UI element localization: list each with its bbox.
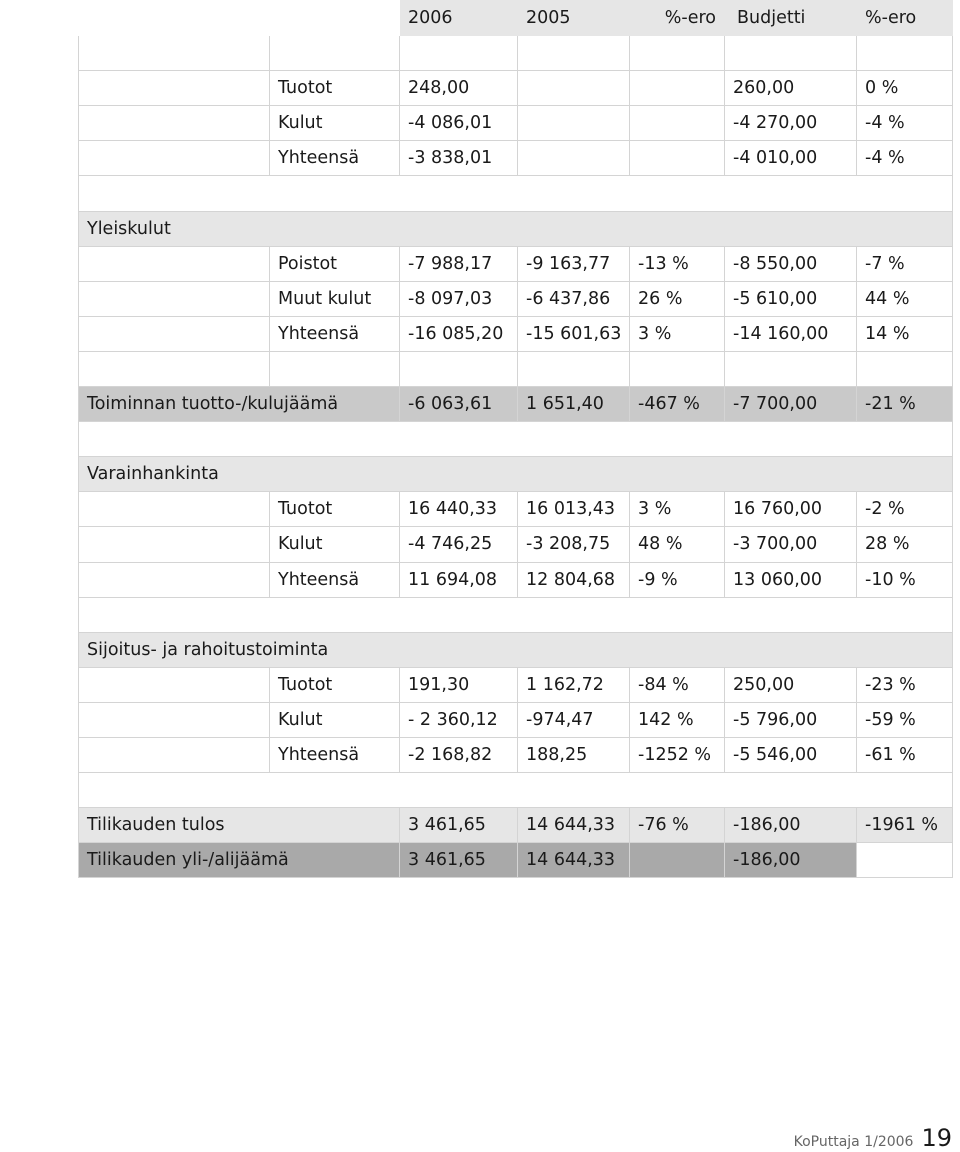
- col-header-2005: 2005: [518, 1, 630, 36]
- table-row: Muut kulut -8 097,03 -6 437,86 26 % -5 610,00 44 %: [79, 281, 953, 316]
- total-label: Tilikauden tulos: [79, 808, 400, 843]
- publication-name: KoPuttaja 1/2006: [793, 1134, 914, 1150]
- row-label: Poistot: [270, 246, 400, 281]
- row-label: Yhteensä: [270, 737, 400, 772]
- table-row: Kulut -4 086,01 -4 270,00 -4 %: [79, 106, 953, 141]
- section-header-row: [79, 211, 953, 246]
- subtotal-label: Toiminnan tuotto-/kulujäämä: [79, 387, 400, 422]
- total-row: Tilikauden yli-/alijäämä 3 461,65 14 644,33 -186,00: [79, 843, 953, 878]
- section-header-row: [79, 632, 953, 667]
- table-row: Tuotot 248,00 260,00 0 %: [79, 71, 953, 106]
- row-label: Yhteensä: [270, 316, 400, 351]
- table-row: Tuotot 191,30 1 162,72 -84 % 250,00 -23 %: [79, 667, 953, 702]
- row-label: Tuotot: [270, 71, 400, 106]
- table-row: Yhteensä -3 838,01 -4 010,00 -4 %: [79, 141, 953, 176]
- row-label: Tuotot: [270, 492, 400, 527]
- col-header-ero: %-ero: [630, 1, 725, 36]
- section-header-row: [79, 457, 953, 492]
- subtotal-row: Toiminnan tuotto-/kulujäämä -6 063,61 1 651,40 -467 % -7 700,00 -21 %: [79, 387, 953, 422]
- total-label: Tilikauden yli-/alijäämä: [79, 843, 400, 878]
- col-header-budjetti: Budjetti: [725, 1, 857, 36]
- section-title: Sijoitus- ja rahoitustoiminta: [79, 632, 953, 667]
- section-title: Yleiskulut: [79, 211, 953, 246]
- financial-table: [78, 0, 953, 878]
- header-row: [79, 1, 953, 36]
- section-title: Varainhankinta: [79, 457, 953, 492]
- page-number: 19: [921, 1124, 952, 1152]
- table-row: Kulut -4 746,25 -3 208,75 48 % -3 700,00 28 %: [79, 527, 953, 562]
- row-label: Yhteensä: [270, 141, 400, 176]
- table-row: Tuotot 16 440,33 16 013,43 3 % 16 760,00 -2 %: [79, 492, 953, 527]
- row-label: Kulut: [270, 527, 400, 562]
- row-label: Kulut: [270, 106, 400, 141]
- table-row: Yhteensä 11 694,08 12 804,68 -9 % 13 060,00 -10 %: [79, 562, 953, 597]
- row-label: Muut kulut: [270, 281, 400, 316]
- page-footer: [794, 1124, 952, 1152]
- table-row: Poistot -7 988,17 -9 163,77 -13 % -8 550,00 -7 %: [79, 246, 953, 281]
- total-row: Tilikauden tulos 3 461,65 14 644,33 -76 % -186,00 -1961 %: [79, 808, 953, 843]
- table-row: Yhteensä -16 085,20 -15 601,63 3 % -14 160,00 14 %: [79, 316, 953, 351]
- row-label: Tuotot: [270, 667, 400, 702]
- row-label: Kulut: [270, 702, 400, 737]
- table-row: Kulut - 2 360,12 -974,47 142 % -5 796,00 -59 %: [79, 702, 953, 737]
- row-label: Yhteensä: [270, 562, 400, 597]
- col-header-2006: 2006: [400, 1, 518, 36]
- table-row: Yhteensä -2 168,82 188,25 -1252 % -5 546,00 -61 %: [79, 737, 953, 772]
- col-header-ero-budget: %-ero: [857, 1, 953, 36]
